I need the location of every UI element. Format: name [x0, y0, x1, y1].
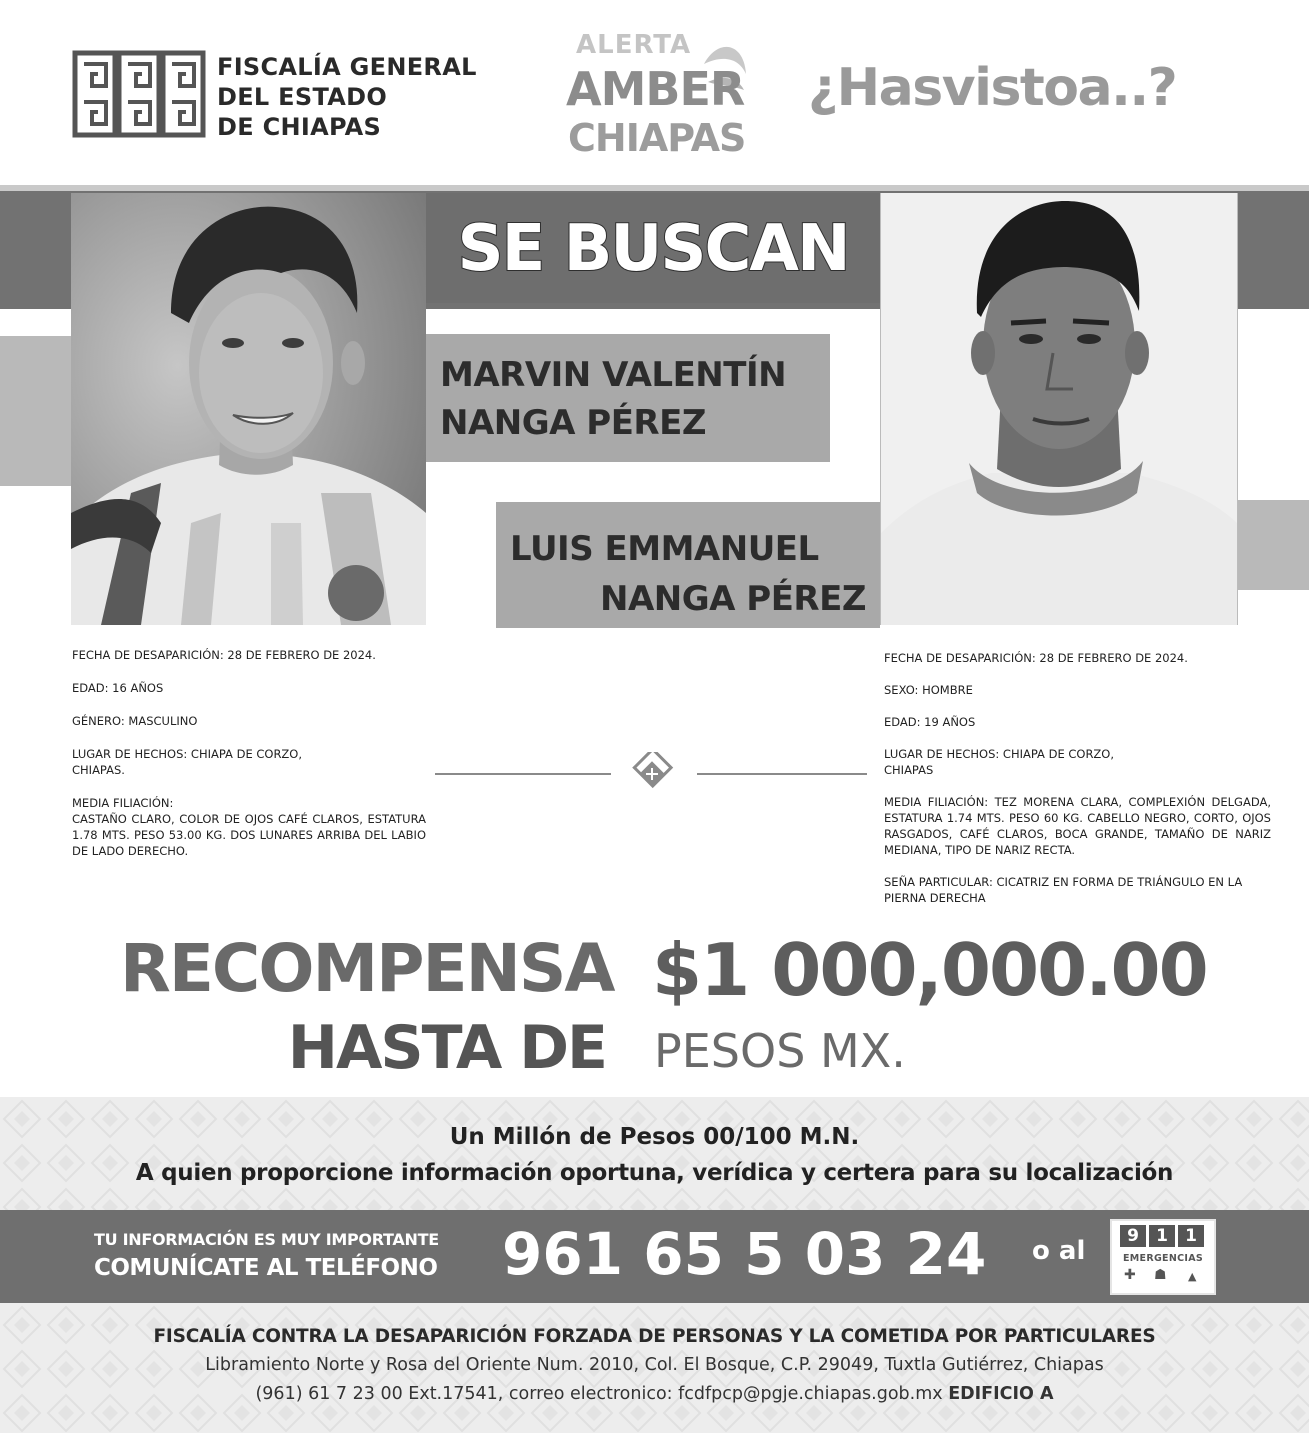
emergency-digits [1120, 1225, 1204, 1247]
person2-sex: SEXO: HOMBRE [884, 683, 973, 697]
footer-contact [0, 1384, 1309, 1404]
person1-name-line2: NANGA PÉREZ [440, 403, 706, 443]
footer-office-name: FISCALÍA CONTRA LA DESAPARICIÓN FORZADA DE PERSONAS Y LA COMETIDA POR PARTICULARES [153, 1326, 1156, 1347]
person1-place: LUGAR DE HECHOS: CHIAPA DE CORZO, [72, 747, 303, 761]
police-icon: ☗ [1154, 1267, 1167, 1283]
contact-line2: COMUNÍCATE AL TELÉFONO [94, 1255, 438, 1281]
amber-logo-line: AMBER [566, 62, 745, 116]
emergency-digit: 9 [1120, 1225, 1146, 1247]
person1-description-label: MEDIA FILIACIÓN: [72, 796, 174, 810]
reward-currency: PESOS MX. [654, 1024, 906, 1078]
person1-age: EDAD: 16 AÑOS [72, 681, 164, 695]
fire-icon: ▲ [1188, 1270, 1197, 1283]
reward-amount-words: Un Millón de Pesos 00/100 M.N. [449, 1124, 860, 1150]
amber-logo-line: ALERTA [576, 30, 692, 60]
agency-name-line: DEL ESTADO [217, 83, 388, 111]
contact-phone-number[interactable]: 961 65 5 03 24 [502, 1220, 987, 1288]
background-pattern [0, 1097, 1309, 1210]
missing-person-photo-1 [71, 193, 426, 625]
person1-name-line1: MARVIN VALENTÍN [440, 355, 787, 395]
fiscalia-logo-icon [72, 50, 206, 138]
person2-disappearance-date: FECHA DE DESAPARICIÓN: 28 DE FEBRERO DE 2024. [884, 651, 1188, 665]
person2-age: EDAD: 19 AÑOS [884, 715, 976, 729]
contact-line1: TU INFORMACIÓN ES MUY IMPORTANTE [94, 1230, 439, 1249]
person2-name-line1: LUIS EMMANUEL [510, 529, 819, 569]
diamond-icon [634, 752, 671, 787]
top-band-edge [0, 185, 1309, 191]
person2-place: LUGAR DE HECHOS: CHIAPA DE CORZO, [884, 747, 1115, 761]
amber-alert-logo [566, 30, 752, 160]
footer-phone-email[interactable]: (961) 61 7 23 00 Ext.17541, correo electronico: fcdfpcp@pgje.chiapas.gob.mx [255, 1384, 943, 1404]
person2-place-state: CHIAPAS [884, 763, 934, 777]
emergency-label: EMERGENCIAS [1123, 1253, 1203, 1264]
footer-building: EDIFICIO A [948, 1384, 1054, 1404]
reward-amount: $1 000,000.00 [652, 928, 1207, 1012]
emergency-911-badge[interactable] [1110, 1219, 1216, 1295]
person2-description: MEDIA FILIACIÓN: TEZ MORENA CLARA, COMPLEXIÓN DELGADA, ESTATURA 1.74 MTS. PESO 60 KG. CABELLO NEGRO, CORTO, OJOS RASGADOS, CAFÉ CLAROS, BOCA GRANDE, TAMAÑO DE NARIZ MEDIANA, TIPO DE NARIZ RECTA. [884, 795, 1271, 857]
person2-details [884, 650, 1271, 906]
contact-or-label: o al [1032, 1236, 1086, 1266]
agency-name-line: FISCALÍA GENERAL [217, 53, 477, 81]
person1-place-state: CHIAPAS. [72, 763, 125, 777]
person2-name-line2: NANGA PÉREZ [600, 579, 866, 619]
reward-label-2: HASTA DE [287, 1013, 606, 1083]
ornament-divider [435, 752, 867, 796]
campaign-slogan: ¿Hasvistoa..? [808, 58, 1177, 118]
person1-description: CASTAÑO CLARO, COLOR DE OJOS CAFÉ CLAROS, ESTATURA 1.78 MTS. PESO 53.00 KG. DOS LUNARES ARRIBA DEL LABIO DE LADO DERECHO. [72, 812, 426, 858]
person1-details [72, 647, 426, 859]
person1-disappearance-date: FECHA DE DESAPARICIÓN: 28 DE FEBRERO DE 2024. [72, 648, 376, 662]
person2-distinguishing-mark: SEÑA PARTICULAR: CICATRIZ EN FORMA DE TRIÁNGULO EN LA PIERNA DERECHA [884, 875, 1243, 905]
emergency-digit: 1 [1149, 1225, 1175, 1247]
person1-gender: GÉNERO: MASCULINO [72, 714, 198, 728]
footer-address: Libramiento Norte y Rosa del Oriente Num. 2010, Col. El Bosque, C.P. 29049, Tuxtla Gutiérrez, Chiapas [205, 1355, 1104, 1375]
missing-person-photo-2 [880, 193, 1238, 625]
cross-icon: ✚ [1124, 1267, 1136, 1283]
left-gray-band [0, 336, 72, 486]
page-title: SE BUSCAN [457, 212, 849, 286]
agency-name [217, 52, 477, 142]
emergency-digit: 1 [1178, 1225, 1204, 1247]
agency-name-line: DE CHIAPAS [217, 113, 382, 141]
reward-condition: A quien proporcione información oportuna, verídica y certera para su localización [135, 1160, 1174, 1186]
reward-label: RECOMPENSA [120, 930, 614, 1007]
right-gray-band [1236, 500, 1309, 590]
amber-logo-line: CHIAPAS [568, 116, 746, 160]
